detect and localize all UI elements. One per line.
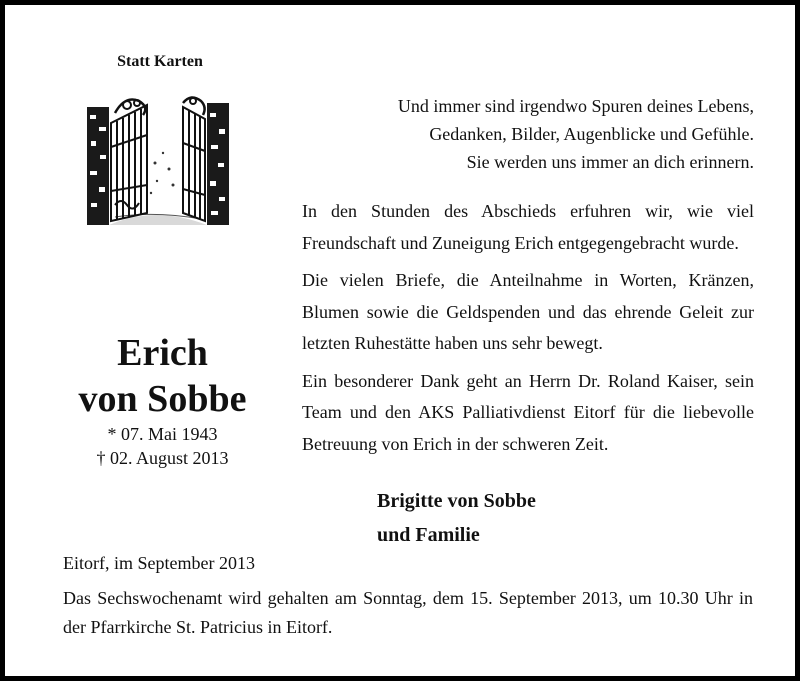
life-dates xyxy=(65,422,260,470)
poem-line: Gedanken, Bilder, Augenblicke und Gefühle. xyxy=(429,124,754,144)
poem-line: Sie werden uns immer an dich erinnern. xyxy=(466,152,754,172)
deceased-name xyxy=(35,330,290,422)
birth-date: * 07. Mai 1943 xyxy=(107,424,218,444)
thanks-paragraph: In den Stunden des Abschieds erfuhren wir, wie viel Freundschaft und Zuneigung Erich entgegengebracht wurde. xyxy=(302,201,754,253)
mass-notice: Das Sechswochenamt wird gehalten am Sonntag, dem 15. September 2013, um 10.30 Uhr in der Pfarrkirche St. Patricius in Eitorf. xyxy=(63,588,753,637)
deceased-last-name: von Sobbe xyxy=(78,378,247,420)
signature-family: und Familie xyxy=(377,524,480,546)
signature xyxy=(377,484,697,552)
poem xyxy=(301,92,754,176)
place-date: Eitorf, im September 2013 xyxy=(63,553,255,573)
header-label: Statt Karten xyxy=(117,53,203,70)
garden-gate-icon xyxy=(85,93,231,227)
poem-line: Und immer sind irgendwo Spuren deines Lebens, xyxy=(397,96,754,116)
thanks-paragraph: Ein besonderer Dank geht an Herrn Dr. Roland Kaiser, sein Team und den AKS Palliativdienst Eitorf für die liebevolle Betreuung von Erich in der schweren Zeit. xyxy=(302,370,754,454)
thanks-paragraph: Die vielen Briefe, die Anteilnahme in Worten, Kränzen, Blumen sowie die Geldspenden und das ehrende Geleit zur letzten Ruhestätte haben uns sehr bewegt. xyxy=(302,270,754,353)
deceased-first-name: Erich xyxy=(117,332,208,374)
death-date: † 02. August 2013 xyxy=(96,448,229,468)
signature-name: Brigitte von Sobbe xyxy=(377,490,536,512)
thanks-text xyxy=(302,196,754,466)
